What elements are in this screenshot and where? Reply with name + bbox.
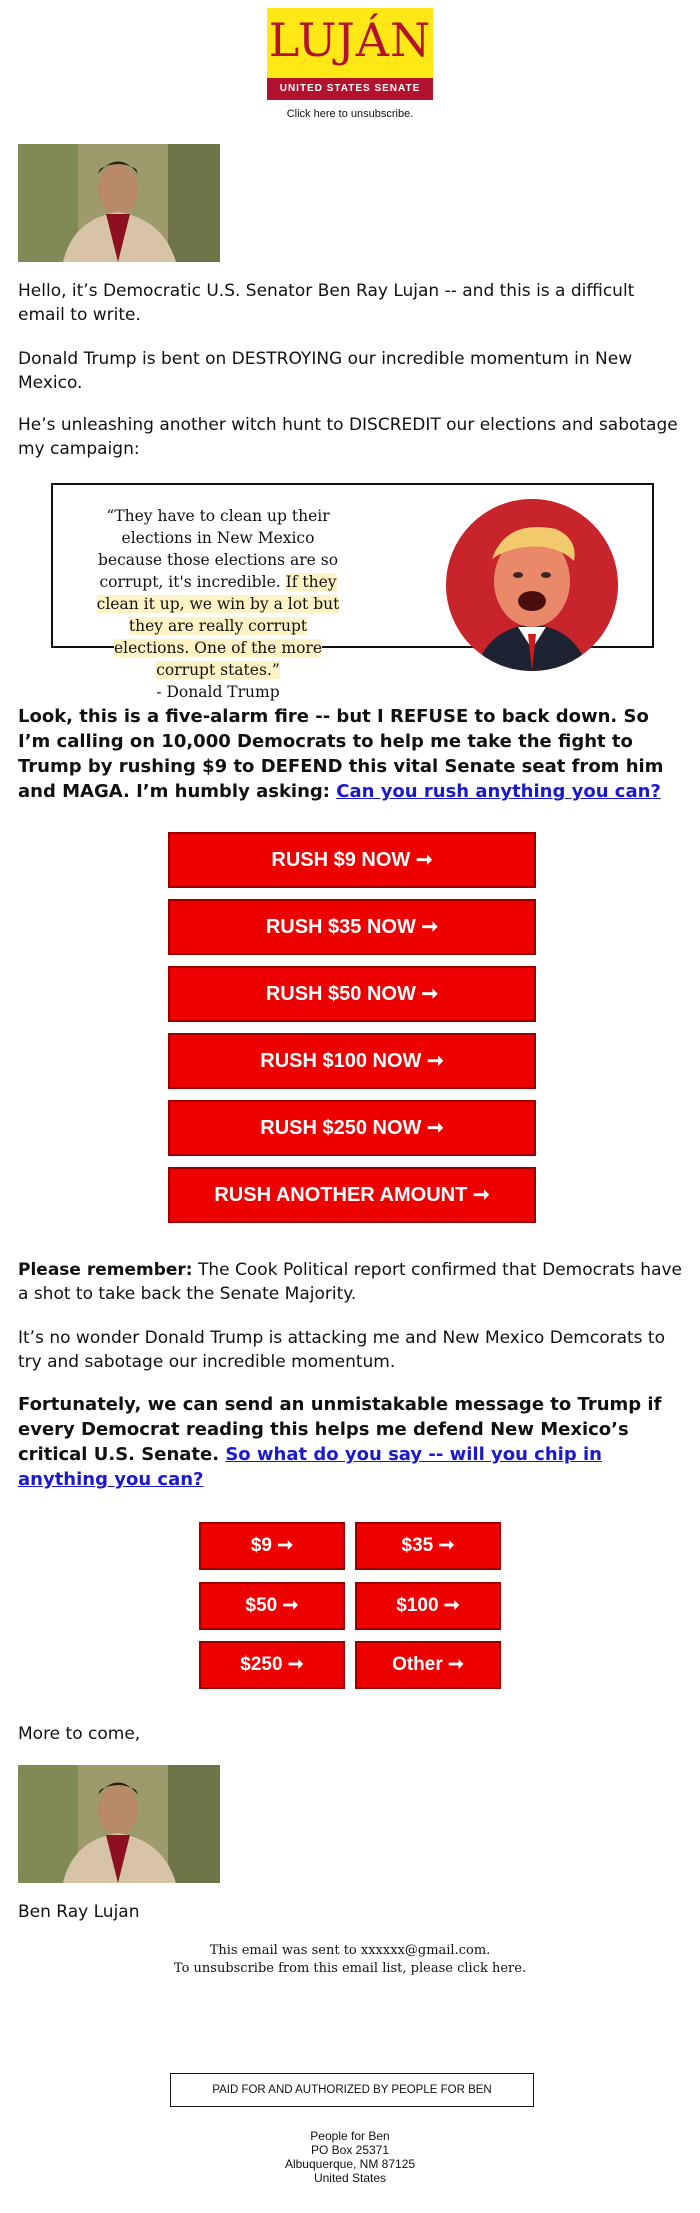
address-line-1: People for Ben [310,2129,390,2143]
more-to-come: More to come, [18,1724,141,1744]
chip-in-link[interactable]: So what do you say -- will you chip in anything you can? [18,1444,602,1490]
trump-quote-box [51,483,654,701]
paid-for-disclaimer: PAID FOR AND AUTHORIZED BY PEOPLE FOR BEN [170,2073,534,2107]
intro-paragraph-2: Donald Trump is bent on DESTROYING our incredible momentum in New Mexico. [18,349,633,393]
unsubscribe-link-top[interactable]: Click here to unsubscribe. [286,108,414,120]
logo-name: LUJÁN [268,13,432,67]
address-line-3: Albuquerque, NM 87125 [284,2157,416,2171]
quote-line-1: “They have to clean up their elections in New Mexico because those elections are so corrupt, it's incredible. [97,507,339,591]
quote-line-2-highlighted: If they clean it up, we win by a lot but they are really corrupt elections. One of the more corrupt states.” [96,573,340,679]
rush-35-button[interactable]: RUSH $35 NOW ➞ [168,899,536,955]
rush-100-button[interactable]: RUSH $100 NOW ➞ [168,1033,536,1089]
intro-paragraph-1: Hello, it’s Democratic U.S. Senator Ben Ray Lujan -- and this is a difficult email to write. [18,281,635,325]
senator-photo-signature [18,1765,220,1883]
fortunately-paragraph [18,1392,683,1492]
appeal-link[interactable]: Can you rush anything you can? [336,781,661,802]
remember-paragraph [18,1258,683,1306]
signature-name: Ben Ray Lujan [18,1902,140,1922]
remember-label: Please remember: [18,1260,193,1280]
donate-35-button[interactable]: $35 ➞ [355,1522,501,1570]
fortunately-text: Fortunately, we can send an unmistakable message to Trump if every Democrat reading this helps me defend New Mexico’s critical U.S. Senate. [18,1394,662,1465]
rush-50-button[interactable]: RUSH $50 NOW ➞ [168,966,536,1022]
rush-9-button[interactable]: RUSH $9 NOW ➞ [168,832,536,888]
senator-photo [18,144,220,262]
wonder-paragraph: It’s no wonder Donald Trump is attacking me and New Mexico Demcorats to try and sabotage our incredible momentum. [18,1328,665,1372]
donate-9-button[interactable]: $9 ➞ [199,1522,345,1570]
trump-portrait [446,499,618,671]
address-line-4: United States [313,2171,387,2185]
lujan-logo [267,8,433,100]
donate-250-button[interactable]: $250 ➞ [199,1641,345,1689]
mailing-address [250,2129,450,2185]
donate-other-button[interactable]: Other ➞ [355,1641,501,1689]
appeal-text: Look, this is a five-alarm fire -- but I REFUSE to back down. So I’m calling on 10,000 Democrats to help me take the fight to Trump by rushing $9 to DEFEND this vital Senate seat from him and MAGA. I’m humbly asking: [18,706,664,802]
address-line-2: PO Box 25371 [310,2143,390,2157]
donate-50-button[interactable]: $50 ➞ [199,1582,345,1630]
unsubscribe-link-bottom[interactable]: To unsubscribe from this email list, please click here. [173,1961,527,1976]
rush-other-button[interactable]: RUSH ANOTHER AMOUNT ➞ [168,1167,536,1223]
quote-attribution: - Donald Trump [156,683,280,701]
intro-paragraph-3: He’s unleashing another witch hunt to DISCREDIT our elections and sabotage my campaign: [18,415,678,459]
quote-text [93,505,343,703]
appeal-paragraph [18,704,683,804]
donate-100-button[interactable]: $100 ➞ [355,1582,501,1630]
remember-text: The Cook Political report confirmed that Democrats have a shot to take back the Senate Majority. [18,1260,683,1304]
sent-to-notice: This email was sent to xxxxxx@gmail.com. [209,1943,491,1958]
logo-tagline: UNITED STATES SENATE [267,78,433,100]
rush-250-button[interactable]: RUSH $250 NOW ➞ [168,1100,536,1156]
